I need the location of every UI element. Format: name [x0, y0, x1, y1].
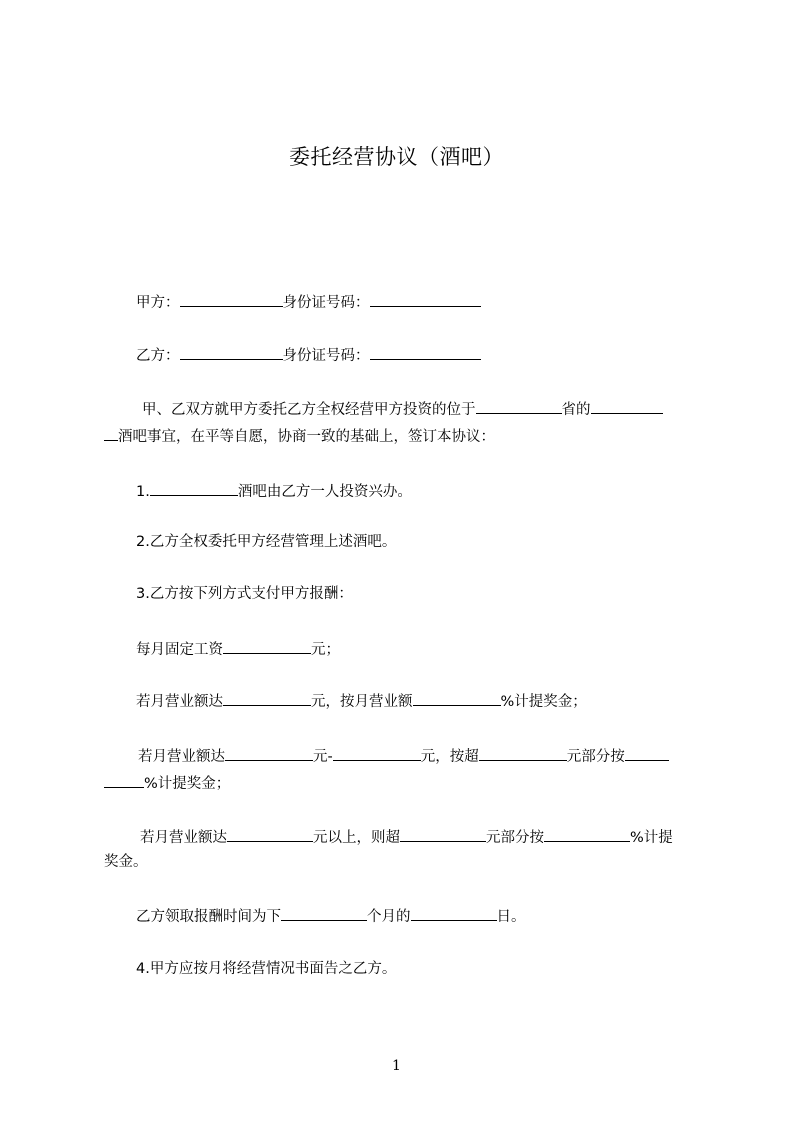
party-a-id-label: 身份证号码： — [282, 295, 370, 311]
bonus2-max-blank — [333, 745, 421, 761]
bonus-line-1 — [136, 690, 587, 712]
clause-1-number: 1. — [136, 484, 150, 500]
intro-line-1 — [142, 398, 663, 420]
party-a-name-blank — [180, 291, 283, 307]
bonus1-text-a: 若月营业额达 — [136, 694, 223, 710]
bonus1-threshold-blank — [223, 690, 311, 706]
bonus3-threshold-blank — [227, 826, 313, 842]
bonus2-min-blank — [225, 745, 313, 761]
bonus2-text-c: 元，按超 — [420, 749, 479, 765]
party-b-id-label: 身份证号码： — [282, 348, 370, 364]
bonus2-text-b: 元- — [313, 749, 333, 765]
party-b-line — [136, 344, 481, 366]
bonus2-excess-blank — [479, 745, 567, 761]
party-b-id-blank — [370, 344, 481, 360]
pay-time-month-blank — [281, 905, 367, 921]
bonus3-percent-blank — [544, 826, 630, 842]
salary-line — [136, 638, 340, 660]
bonus3-text-b: 元以上，则超 — [313, 830, 400, 846]
intro-city-blank-part2 — [104, 425, 118, 441]
bonus2-percent-blank-part1 — [625, 745, 669, 761]
bonus-line-2 — [138, 745, 669, 767]
bonus2-text-a: 若月营业额达 — [138, 749, 225, 765]
party-a-label: 甲方： — [136, 295, 180, 311]
salary-text-b: 元； — [311, 642, 340, 658]
salary-text-a: 每月固定工资 — [136, 642, 223, 658]
intro-province-blank — [476, 398, 562, 414]
pay-time-day-blank — [411, 905, 497, 921]
bonus3-text-a: 若月营业额达 — [140, 830, 227, 846]
bonus1-percent-blank — [413, 690, 501, 706]
page-number: 1 — [392, 1058, 401, 1074]
clause-1-bar-blank — [150, 480, 238, 496]
pay-time-text-b: 个月的 — [367, 909, 411, 925]
party-b-name-blank — [180, 344, 283, 360]
party-a-line — [136, 291, 481, 313]
intro-text-c: 酒吧事宜，在平等自愿，协商一致的基础上，签订本协议： — [118, 429, 495, 445]
clause-1 — [136, 480, 412, 502]
bonus-line-3-cont: 奖金。 — [104, 854, 148, 870]
bonus3-excess-blank — [400, 826, 486, 842]
bonus3-text-d: %计提 — [630, 830, 673, 846]
pay-time-line — [136, 905, 526, 927]
intro-line-2 — [104, 425, 495, 447]
intro-city-blank-part1 — [591, 398, 663, 414]
intro-text-a: 甲、乙双方就甲方委托乙方全权经营甲方投资的位于 — [142, 402, 476, 418]
document-title: 委托经营协议（酒吧） — [289, 145, 504, 169]
clause-2: 2.乙方全权委托甲方经营管理上述酒吧。 — [136, 534, 397, 550]
clause-3: 3.乙方按下列方式支付甲方报酬： — [136, 586, 353, 602]
bonus2-text-e: %计提奖金； — [144, 776, 231, 792]
bonus1-text-b: 元，按月营业额 — [311, 694, 413, 710]
bonus-line-3 — [140, 826, 673, 848]
bonus2-percent-blank-part2 — [104, 772, 144, 788]
salary-amount-blank — [223, 638, 311, 654]
clause-4: 4.甲方应按月将经营情况书面告之乙方。 — [136, 961, 397, 977]
pay-time-text-a: 乙方领取报酬时间为下 — [136, 909, 281, 925]
bonus-line-2-cont — [104, 772, 230, 794]
pay-time-text-c: 日。 — [496, 909, 526, 925]
party-b-label: 乙方： — [136, 348, 180, 364]
bonus2-text-d: 元部分按 — [566, 749, 625, 765]
bonus3-text-c: 元部分按 — [486, 830, 544, 846]
intro-text-b: 省的 — [561, 402, 591, 418]
clause-1-text: 酒吧由乙方一人投资兴办。 — [237, 484, 412, 500]
party-a-id-blank — [370, 291, 481, 307]
bonus1-text-c: %计提奖金； — [500, 694, 587, 710]
